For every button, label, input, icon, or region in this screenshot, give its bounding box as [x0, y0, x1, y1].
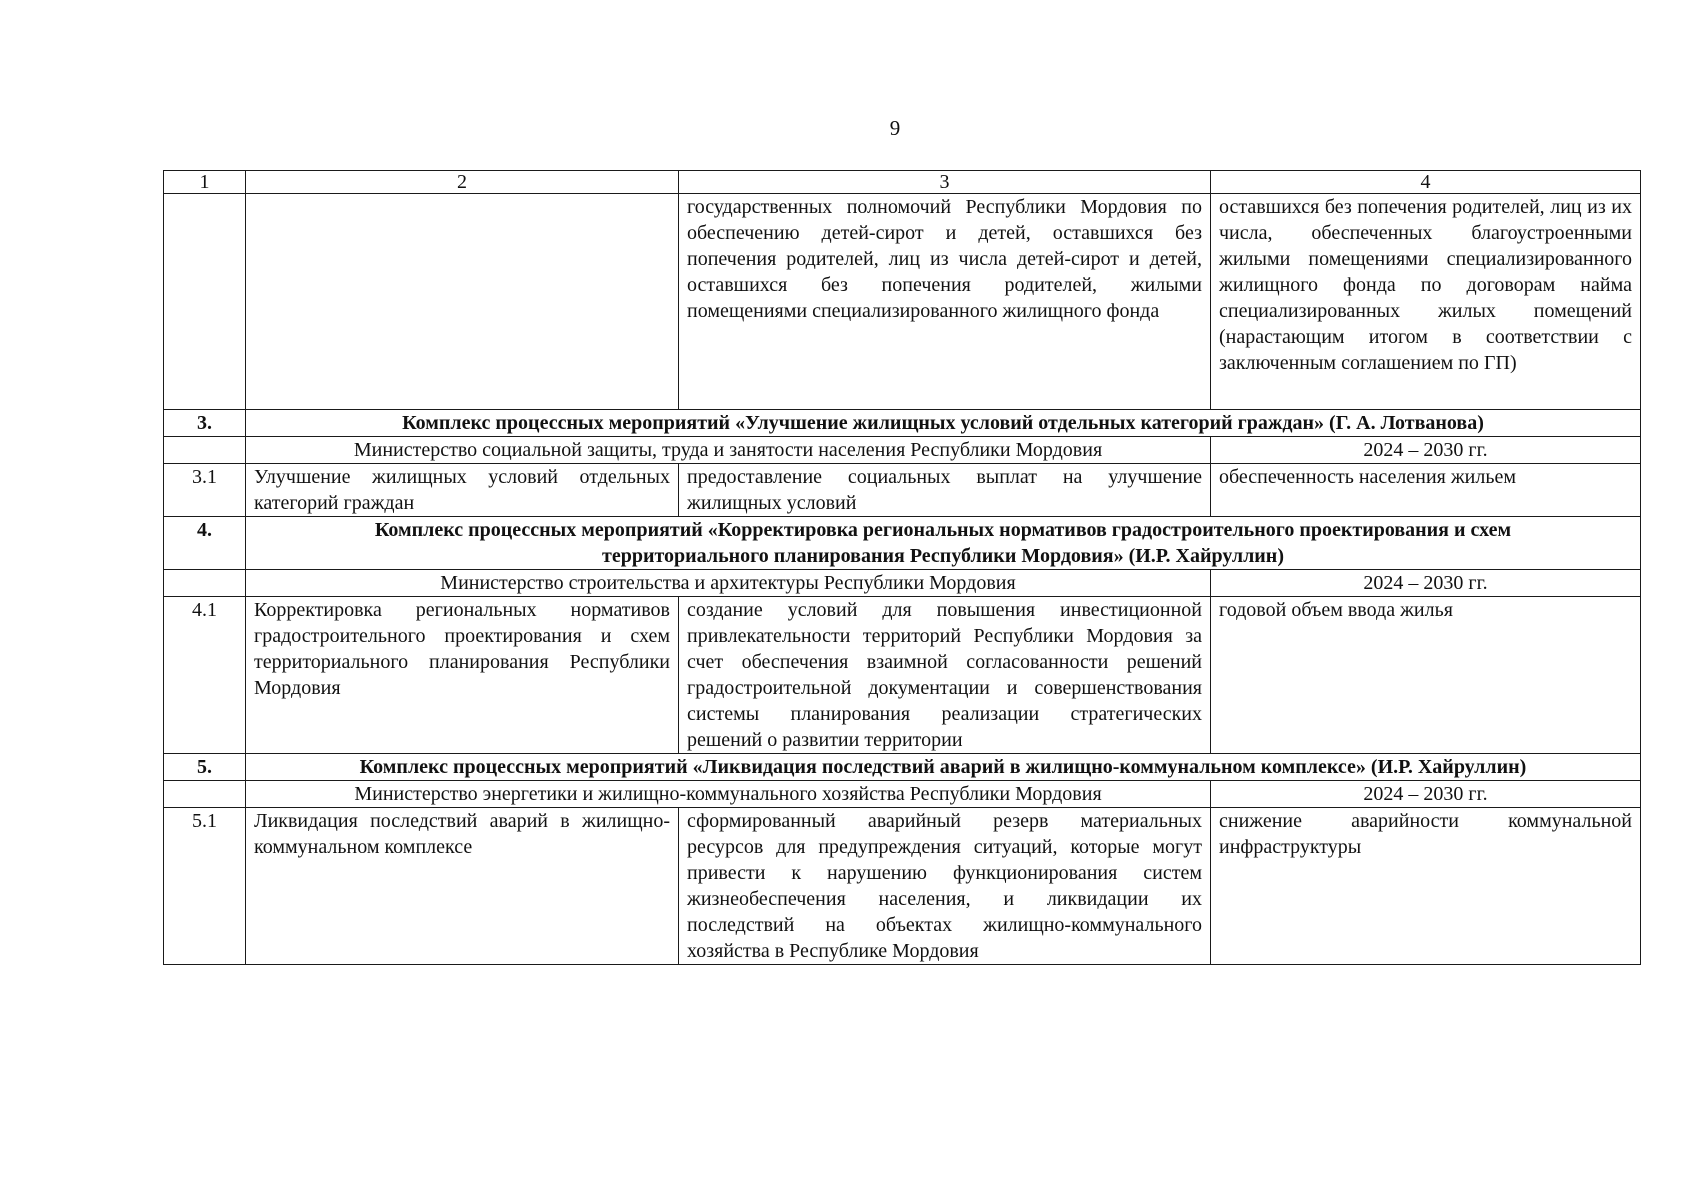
ministry-empty-cell [164, 570, 246, 597]
section-ministry-row [164, 437, 1641, 464]
section-title-line-2: территориального планирования Республики Мордовия» (И.Р. Хайруллин) [602, 545, 1284, 567]
effect-cell: создание условий для повышения инвестиционной привлекательности территорий Республики Мордовия за счет обеспечения взаимной согласованности решений градостроительной документации и совершенствования системы планирования реализации стратегических решений о развитии территории [679, 597, 1211, 754]
implementation-period: 2024 – 2030 гг. [1211, 437, 1641, 464]
table-row [164, 464, 1641, 517]
indicator-cell: годовой объем ввода жилья [1211, 597, 1641, 754]
table-row [164, 597, 1641, 754]
table-row [164, 808, 1641, 965]
row-number: 5.1 [164, 808, 246, 965]
page-number: 9 [889, 116, 901, 140]
measures-table [163, 170, 1641, 965]
responsible-ministry: Министерство строительства и архитектуры Республики Мордовия [246, 570, 1211, 597]
section-title-row [164, 517, 1641, 570]
header-col-3: 3 [679, 171, 1211, 194]
ministry-empty-cell [164, 781, 246, 808]
implementation-period: 2024 – 2030 гг. [1211, 570, 1641, 597]
section-ministry-row [164, 570, 1641, 597]
section-title-row [164, 754, 1641, 781]
section-number: 5. [164, 754, 246, 781]
ministry-empty-cell [164, 437, 246, 464]
task-cell: Ликвидация последствий аварий в жилищно-коммунальном комплексе [246, 808, 679, 965]
section-number: 3. [164, 410, 246, 437]
section-ministry-row [164, 781, 1641, 808]
task-cell: Корректировка региональных нормативов градостроительного проектирования и схем территориального планирования Республики Мордовия [246, 597, 679, 754]
responsible-ministry: Министерство социальной защиты, труда и занятости населения Республики Мордовия [246, 437, 1211, 464]
continuation-row [164, 194, 1641, 410]
header-col-1: 1 [164, 171, 246, 194]
header-col-4: 4 [1211, 171, 1641, 194]
continuation-indicator-cell: оставшихся без попечения родителей, лиц из их числа, обеспеченных благоустроенными жилыми помещениями специализированного жилищного фонда по договорам найма специализированных жилых помещений (нарастающим итогом в соответствии с заключенным соглашением по ГП) [1211, 194, 1641, 410]
continuation-num-cell [164, 194, 246, 410]
task-cell: Улучшение жилищных условий отдельных категорий граждан [246, 464, 679, 517]
section-number: 4. [164, 517, 246, 570]
section-title-row [164, 410, 1641, 437]
row-number: 4.1 [164, 597, 246, 754]
implementation-period: 2024 – 2030 гг. [1211, 781, 1641, 808]
responsible-ministry: Министерство энергетики и жилищно-коммунального хозяйства Республики Мордовия [246, 781, 1211, 808]
row-number: 3.1 [164, 464, 246, 517]
indicator-cell: снижение аварийности коммунальной инфраструктуры [1211, 808, 1641, 965]
continuation-task-cell [246, 194, 679, 410]
continuation-effect-cell: государственных полномочий Республики Мордовия по обеспечению детей-сирот и детей, оставшихся без попечения родителей, лиц из числа детей-сирот и детей, оставшихся без попечения родителей, жилыми помещениями специализированного жилищного фонда [679, 194, 1211, 410]
section-title: Комплекс процессных мероприятий «Ликвидация последствий аварий в жилищно-коммунальном комплексе» (И.Р. Хайруллин) [246, 754, 1641, 781]
table-header-row [164, 171, 1641, 194]
effect-cell: предоставление социальных выплат на улучшение жилищных условий [679, 464, 1211, 517]
section-title-line-1: Комплекс процессных мероприятий «Корректировка региональных нормативов градостроительного проектирования и схем [374, 519, 1512, 541]
header-col-2: 2 [246, 171, 679, 194]
effect-cell: сформированный аварийный резерв материальных ресурсов для предупреждения ситуаций, которые могут привести к нарушению функционирования систем жизнеобеспечения населения, и ликвидации их последствий на объектах жилищно-коммунального хозяйства в Республике Мордовия [679, 808, 1211, 965]
indicator-cell: обеспеченность населения жильем [1211, 464, 1641, 517]
section-title: Комплекс процессных мероприятий «Улучшение жилищных условий отдельных категорий граждан» (Г. А. Лотванова) [246, 410, 1641, 437]
section-title [246, 517, 1641, 570]
